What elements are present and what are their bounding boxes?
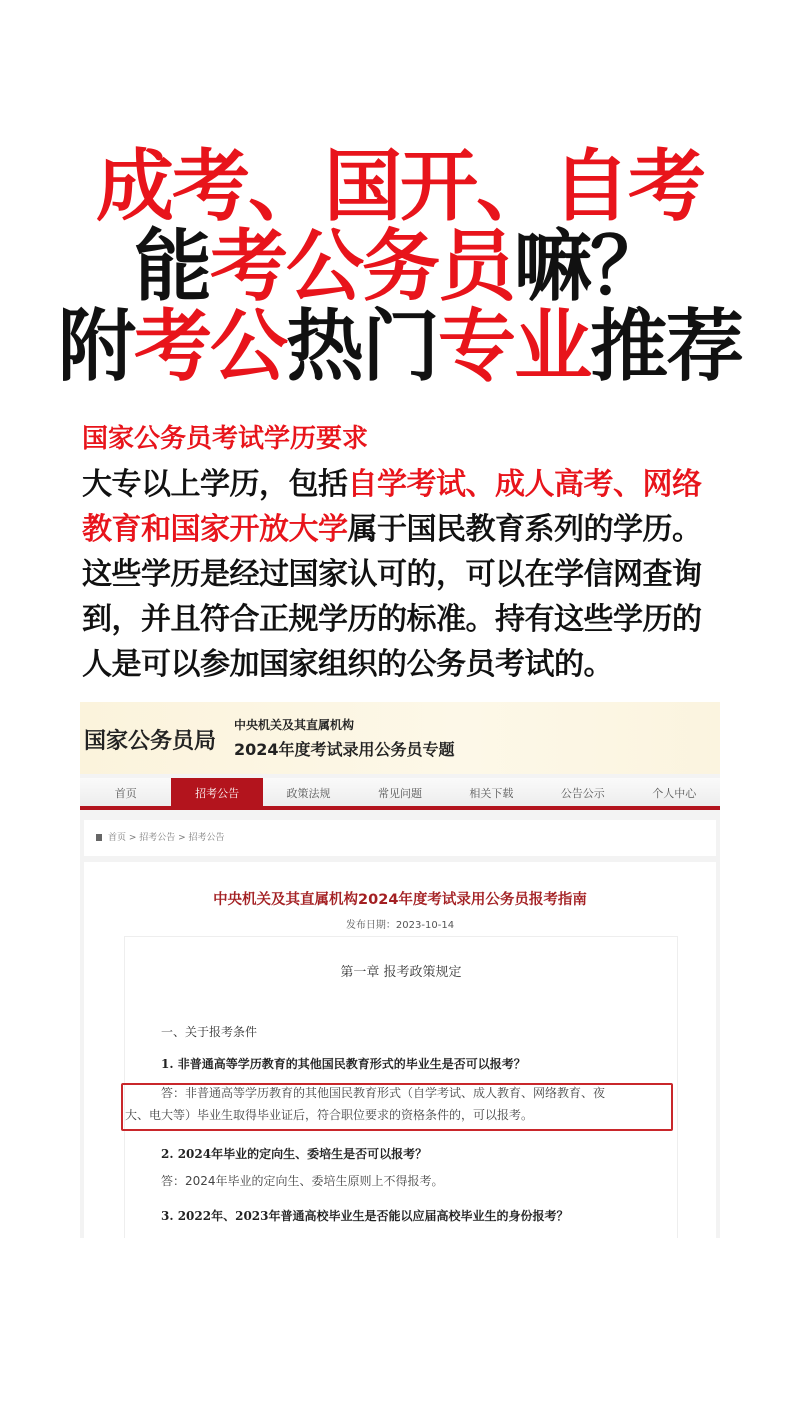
headline-line-2 — [0, 222, 800, 312]
nav-item-recruitment[interactable]: 招考公告 — [171, 778, 262, 808]
website-screenshot — [80, 702, 720, 1238]
question-2: 2. 2024年毕业的定向生、委培生是否可以报考？ — [161, 1147, 428, 1161]
headline-text: 成考、国开、自考 — [95, 142, 704, 232]
headline-text: 热门 — [285, 302, 438, 392]
nav-item-downloads[interactable]: 相关下载 — [469, 787, 514, 800]
answer-1-line-1: 答：非普通高等学历教育的其他国民教育形式（自学考试、成人教育、网络教育、夜 — [161, 1086, 606, 1100]
nav-item-policy[interactable]: 政策法规 — [286, 787, 331, 800]
chapter-heading: 第一章 报考政策规定 — [340, 965, 462, 980]
breadcrumb-text[interactable]: 首页 > 招考公告 > 招考公告 — [108, 833, 225, 843]
intro-text: 大专以上学历，包括 — [82, 467, 348, 502]
section-heading: 一、关于报考条件 — [161, 1025, 258, 1039]
article-date: 发布日期：2023-10-14 — [345, 920, 455, 931]
intro-body — [82, 462, 722, 687]
headline-line-1 — [0, 142, 800, 232]
intro-highlight: 自学考试、成人高考、网络教育和国家开放大学 — [82, 467, 702, 547]
intro-text: 属于国民教育系列的学历。这些学历是经过国家认可的，可以在学信网查询到，并且符合正规学历的标准。持有这些学历的人是可以参加国家组织的公务员考试的。 — [82, 512, 702, 682]
question-3: 3. 2022年、2023年普通高校毕业生是否能以应届高校毕业生的身份报考？ — [161, 1209, 569, 1223]
headline-line-3 — [0, 302, 800, 392]
answer-2: 答：2024年毕业的定向生、委培生原则上不得报考。 — [161, 1174, 444, 1188]
headline-text-highlight: 考公 — [133, 302, 286, 392]
article — [84, 862, 716, 1238]
nav-item-faq[interactable]: 常见问题 — [377, 787, 422, 800]
nav-divider — [80, 806, 720, 810]
article-title: 中央机关及其直属机构2024年度考试录用公务员报考指南 — [213, 892, 587, 908]
question-1: 1. 非普通高等学历教育的其他国民教育形式的毕业生是否可以报考？ — [161, 1057, 526, 1071]
nav-item-personal[interactable]: 个人中心 — [652, 787, 697, 800]
headline-text-highlight: 考公务员 — [209, 222, 514, 312]
site-subtitle-1: 中央机关及其直属机构 — [234, 718, 355, 732]
headline-text: 推荐 — [590, 302, 743, 392]
site-name: 国家公务员局 — [84, 729, 217, 754]
nav-item-notices[interactable]: 公告公示 — [560, 787, 605, 800]
site-subtitle-2: 2024年度考试录用公务员专题 — [234, 740, 455, 759]
headline-text: 嘛？ — [514, 222, 667, 312]
article-content — [124, 936, 678, 1238]
intro-title: 国家公务员考试学历要求 — [82, 424, 369, 454]
breadcrumb — [84, 820, 716, 856]
answer-1-line-2: 大、电大等）毕业生取得毕业证后，符合职位要求的资格条件的，可以报考。 — [125, 1108, 534, 1122]
headline-text: 能 — [133, 222, 210, 312]
nav-item-home[interactable]: 首页 — [114, 787, 137, 800]
location-icon — [96, 834, 102, 841]
headline-text-highlight: 专业 — [438, 302, 591, 392]
headline-text: 附 — [57, 302, 134, 392]
site-header — [80, 702, 720, 774]
site-nav — [80, 778, 720, 808]
